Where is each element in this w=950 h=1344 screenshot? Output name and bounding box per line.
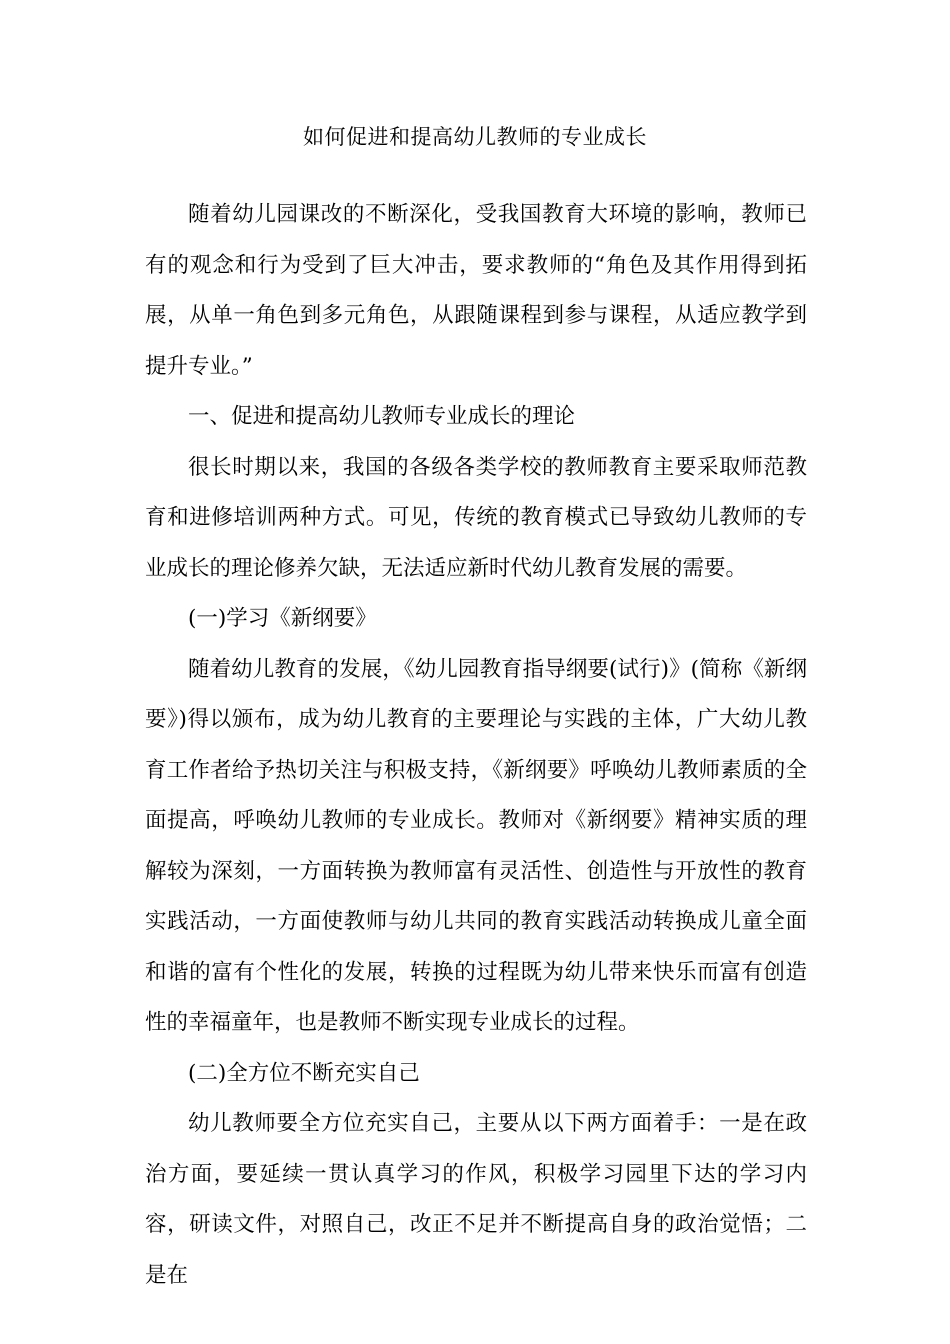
paragraph-intro: 随着幼儿园课改的不断深化，受我国教育大环境的影响，教师已有的观念和行为受到了巨大冲击，要求教师的“角色及其作用得到拓展，从单一角色到多元角色，从跟随课程到参与课程，从适应教学到提升专业。” [145, 202, 807, 379]
paragraph-subsection-2: 幼儿教师要全方位充实自己，主要从以下两方面着手：一是在政治方面，要延续一贯认真学习的作风，积极学习园里下达的学习内容，研读文件，对照自己，改正不足并不断提高自身的政治觉悟；二是在 [145, 1111, 807, 1288]
section-heading-1: 一、促进和提高幼儿教师专业成长的理论 [188, 404, 576, 429]
paragraph-subsection-1: 随着幼儿教育的发展，《幼儿园教育指导纲要(试行)》(简称《新纲要》)得以颁布，成为幼儿教育的主要理论与实践的主体，广大幼儿教育工作者给予热切关注与积极支持，《新纲要》呼唤幼儿教师素质的全面提高，呼唤幼儿教师的专业成长。教师对《新纲要》精神实质的理解较为深刻，一方面转换为教师富有灵活性、创造性与开放性的教育实践活动，一方面使教师与幼儿共同的教育实践活动转换成儿童全面和谐的富有个性化的发展，转换的过程既为幼儿带来快乐而富有创造性的幸福童年，也是教师不断实现专业成长的过程。 [145, 656, 807, 1035]
subsection-heading-1: (一)学习《新纲要》 [188, 606, 377, 631]
paragraph-section-1: 很长时期以来，我国的各级各类学校的教师教育主要采取师范教育和进修培训两种方式。可见，传统的教育模式已导致幼儿教师的专业成长的理论修养欠缺，无法适应新时代幼儿教育发展的需要。 [145, 454, 807, 581]
document-title: 如何促进和提高幼儿教师的专业成长 [303, 125, 647, 149]
document-body [145, 190, 807, 1301]
subsection-heading-2: (二)全方位不断充实自己 [188, 1060, 420, 1086]
